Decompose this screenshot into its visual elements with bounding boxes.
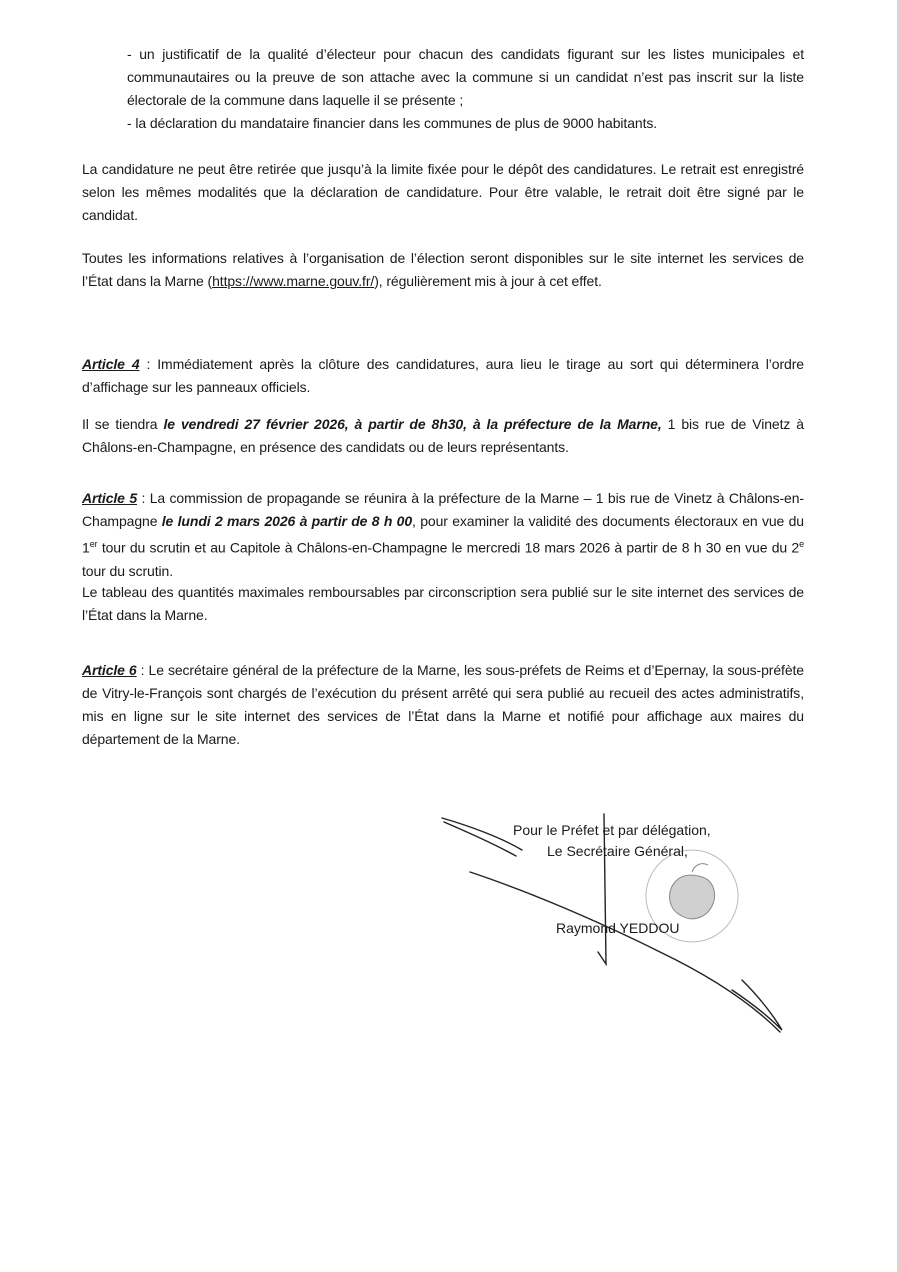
info-paragraph	[82, 247, 804, 293]
article-6-paragraph	[82, 659, 804, 751]
article-4-text: : Immédiatement après la clôture des candidatures, aura lieu le tirage au sort qui déterminera l’ordre d’affichage sur les panneaux officiels.	[82, 356, 804, 395]
signature-line-secretaire: Le Secrétaire Général,	[547, 843, 688, 859]
article-5-paragraph	[82, 487, 804, 583]
article-5-sup-second: e	[799, 539, 804, 549]
article-5-text-d: tour du scrutin.	[82, 562, 173, 579]
article-4-date-after: 1 bis rue de Vinetz à Châlons-en-Champagne, en présence des candidats ou de leurs représentants.	[82, 416, 804, 455]
article-5-text-a: : La commission de propagande se réunira à la préfecture de la Marne – 1 bis rue de Vinetz à Châlons-en-Champagne	[82, 490, 804, 529]
retrait-paragraph: La candidature ne peut être retirée que jusqu’à la limite fixée pour le dépôt des candidatures. Le retrait est enregistré selon les mêmes modalités que la déclaration de candidature. Pour être valable, le retrait doit être signé par le candidat.	[82, 161, 804, 223]
signatory-name: Raymond YEDDOU	[556, 920, 680, 936]
bullet-mandataire: - la déclaration du mandataire financier dans les communes de plus de 9000 habitants.	[127, 115, 658, 131]
signature-line-prefet: Pour le Préfet et par délégation,	[513, 822, 711, 838]
article-4-date-paragraph	[82, 413, 804, 459]
article-4-date-before: Il se tiendra	[82, 416, 164, 432]
article-6-label: Article 6	[82, 662, 137, 678]
article-5-tableau-paragraph: Le tableau des quantités maximales remboursables par circonscription sera publié sur le site internet des services de l’État dans la Marne.	[82, 584, 804, 623]
article-5-date-bold: le lundi 2 mars 2026 à partir de 8 h 00	[161, 513, 413, 529]
article-5-label: Article 5	[82, 490, 138, 506]
article-4-date-bold: le vendredi 27 février 2026, à partir de 8h30, à la préfecture de la Marne,	[163, 416, 662, 432]
bullet-justificatif: - un justificatif de la qualité d’électeur pour chacun des candidats figurant sur les listes municipales et communautaires ou la preuve de son attache avec la commune si un candidat n’est pas inscrit sur la liste électorale de la commune dans laquelle il se présente ;	[127, 46, 804, 108]
prefecture-website-link[interactable]: https://www.marne.gouv.fr/	[212, 273, 375, 289]
info-text-before: Toutes les informations relatives à l’organisation de l’élection seront disponibles sur le site internet les services de l’État dans la Marne (	[82, 250, 804, 289]
article-5-sup-first: er	[89, 539, 98, 549]
article-4-paragraph	[82, 353, 804, 399]
article-5-text-b: , pour examiner la validité des documents électoraux en vue du 1	[82, 513, 804, 556]
article-5-text-c: tour du scrutin et au Capitole à Châlons-en-Champagne le mercredi 18 mars 2026 à partir de 8 h 30 en vue du 2	[97, 539, 800, 556]
article-4-label: Article 4	[82, 356, 140, 372]
article-6-text: : Le secrétaire général de la préfecture de la Marne, les sous-préfets de Reims et d’Epernay, la sous-préfète de Vitry-le-François sont chargés de l’exécution du présent arrêté qui sera publié au recueil des actes administratifs, mis en ligne sur le site internet des services de l’État dans la Marne et notifié pour affichage aux maires du département de la Marne.	[82, 662, 804, 747]
info-text-after: ), régulièrement mis à jour à cet effet.	[374, 273, 602, 289]
signature-block	[430, 812, 810, 1042]
